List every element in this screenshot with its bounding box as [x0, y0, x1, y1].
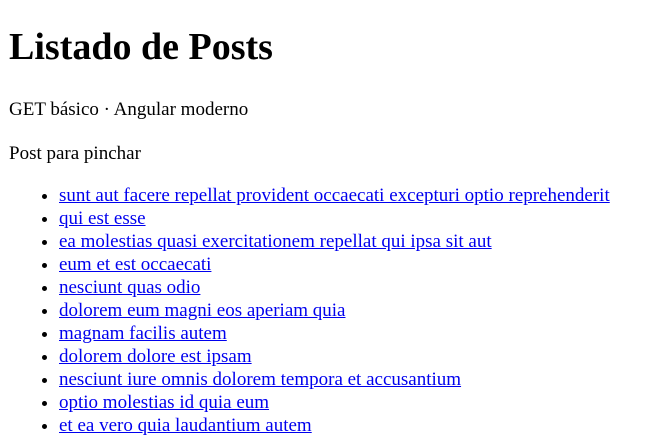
- post-link[interactable]: dolorem dolore est ipsam: [59, 346, 252, 367]
- list-item: [59, 184, 610, 207]
- list-item: [59, 414, 610, 437]
- list-caption: Post para pinchar: [9, 143, 141, 164]
- post-link[interactable]: magnam facilis autem: [59, 323, 227, 344]
- post-link[interactable]: nesciunt quas odio: [59, 277, 201, 298]
- list-item: [59, 230, 610, 253]
- page-subtitle: GET básico · Angular moderno: [9, 99, 249, 120]
- list-item: [59, 368, 610, 391]
- list-item: [59, 345, 610, 368]
- list-item: [59, 322, 610, 345]
- post-link[interactable]: optio molestias id quia eum: [59, 392, 270, 413]
- page-title: Listado de Posts: [9, 26, 273, 68]
- post-link[interactable]: nesciunt iure omnis dolorem tempora et accusantium: [59, 369, 462, 390]
- list-item: [59, 276, 610, 299]
- list-item: [59, 391, 610, 414]
- post-list: [0, 184, 610, 437]
- post-link[interactable]: qui est esse: [59, 208, 146, 229]
- list-item: [59, 207, 610, 230]
- list-item: [59, 253, 610, 276]
- post-link[interactable]: dolorem eum magni eos aperiam quia: [59, 300, 346, 321]
- post-link[interactable]: ea molestias quasi exercitationem repellat qui ipsa sit aut: [59, 231, 492, 252]
- list-item: [59, 299, 610, 322]
- post-link[interactable]: sunt aut facere repellat provident occaecati excepturi optio reprehenderit: [59, 185, 610, 206]
- post-link[interactable]: et ea vero quia laudantium autem: [59, 415, 312, 436]
- post-link[interactable]: eum et est occaecati: [59, 254, 212, 275]
